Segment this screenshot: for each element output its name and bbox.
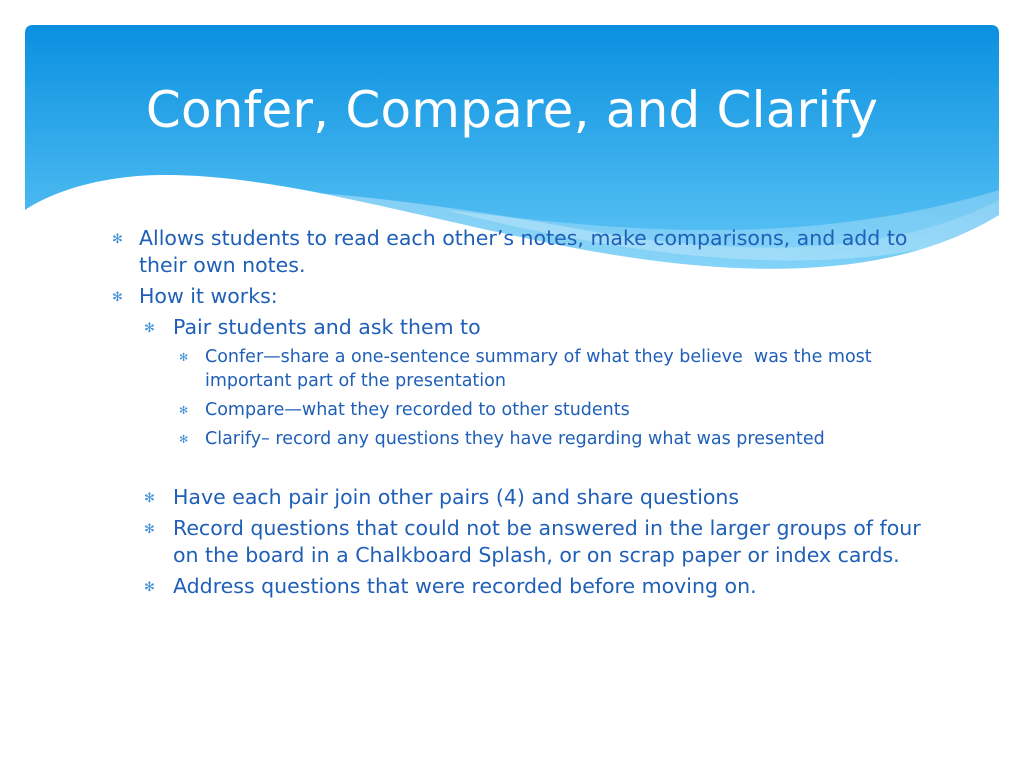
list-item-text: Pair students and ask them to [173,315,481,339]
asterisk-bullet-icon: ✻ [179,351,189,364]
list-item [104,573,944,600]
asterisk-bullet-icon: ✻ [144,580,155,595]
asterisk-bullet-icon: ✻ [144,491,155,506]
spacer [104,456,944,484]
list-item [104,283,944,310]
list-item [104,427,944,451]
slide-title: Confer, Compare, and Clarify [145,81,879,139]
list-item [104,398,944,422]
asterisk-bullet-icon: ✻ [112,232,123,247]
list-item [104,225,944,279]
list-item-text: Confer—share a one-sentence summary of what they believe was the most important part of the presentation [205,347,872,391]
list-item-text: Allows students to read each other’s notes, make comparisons, and add to their own notes. [139,226,908,277]
list-item [104,314,944,341]
bullet-list [104,225,944,604]
asterisk-bullet-icon: ✻ [144,522,155,537]
asterisk-bullet-icon: ✻ [179,433,189,446]
asterisk-bullet-icon: ✻ [179,404,189,417]
list-item-text: Compare—what they recorded to other students [205,400,630,420]
list-item-text: Record questions that could not be answered in the larger groups of four on the board in a Chalkboard Splash, or on scrap paper or index cards. [173,516,921,567]
list-item-text: Have each pair join other pairs (4) and share questions [173,485,740,509]
list-item [104,515,944,569]
asterisk-bullet-icon: ✻ [144,321,155,336]
list-item [104,345,944,393]
list-item-text: Clarify– record any questions they have regarding what was presented [205,429,825,449]
list-item [104,484,944,511]
asterisk-bullet-icon: ✻ [112,290,123,305]
list-item-text: Address questions that were recorded before moving on. [173,574,757,598]
list-item-text: How it works: [139,284,278,308]
